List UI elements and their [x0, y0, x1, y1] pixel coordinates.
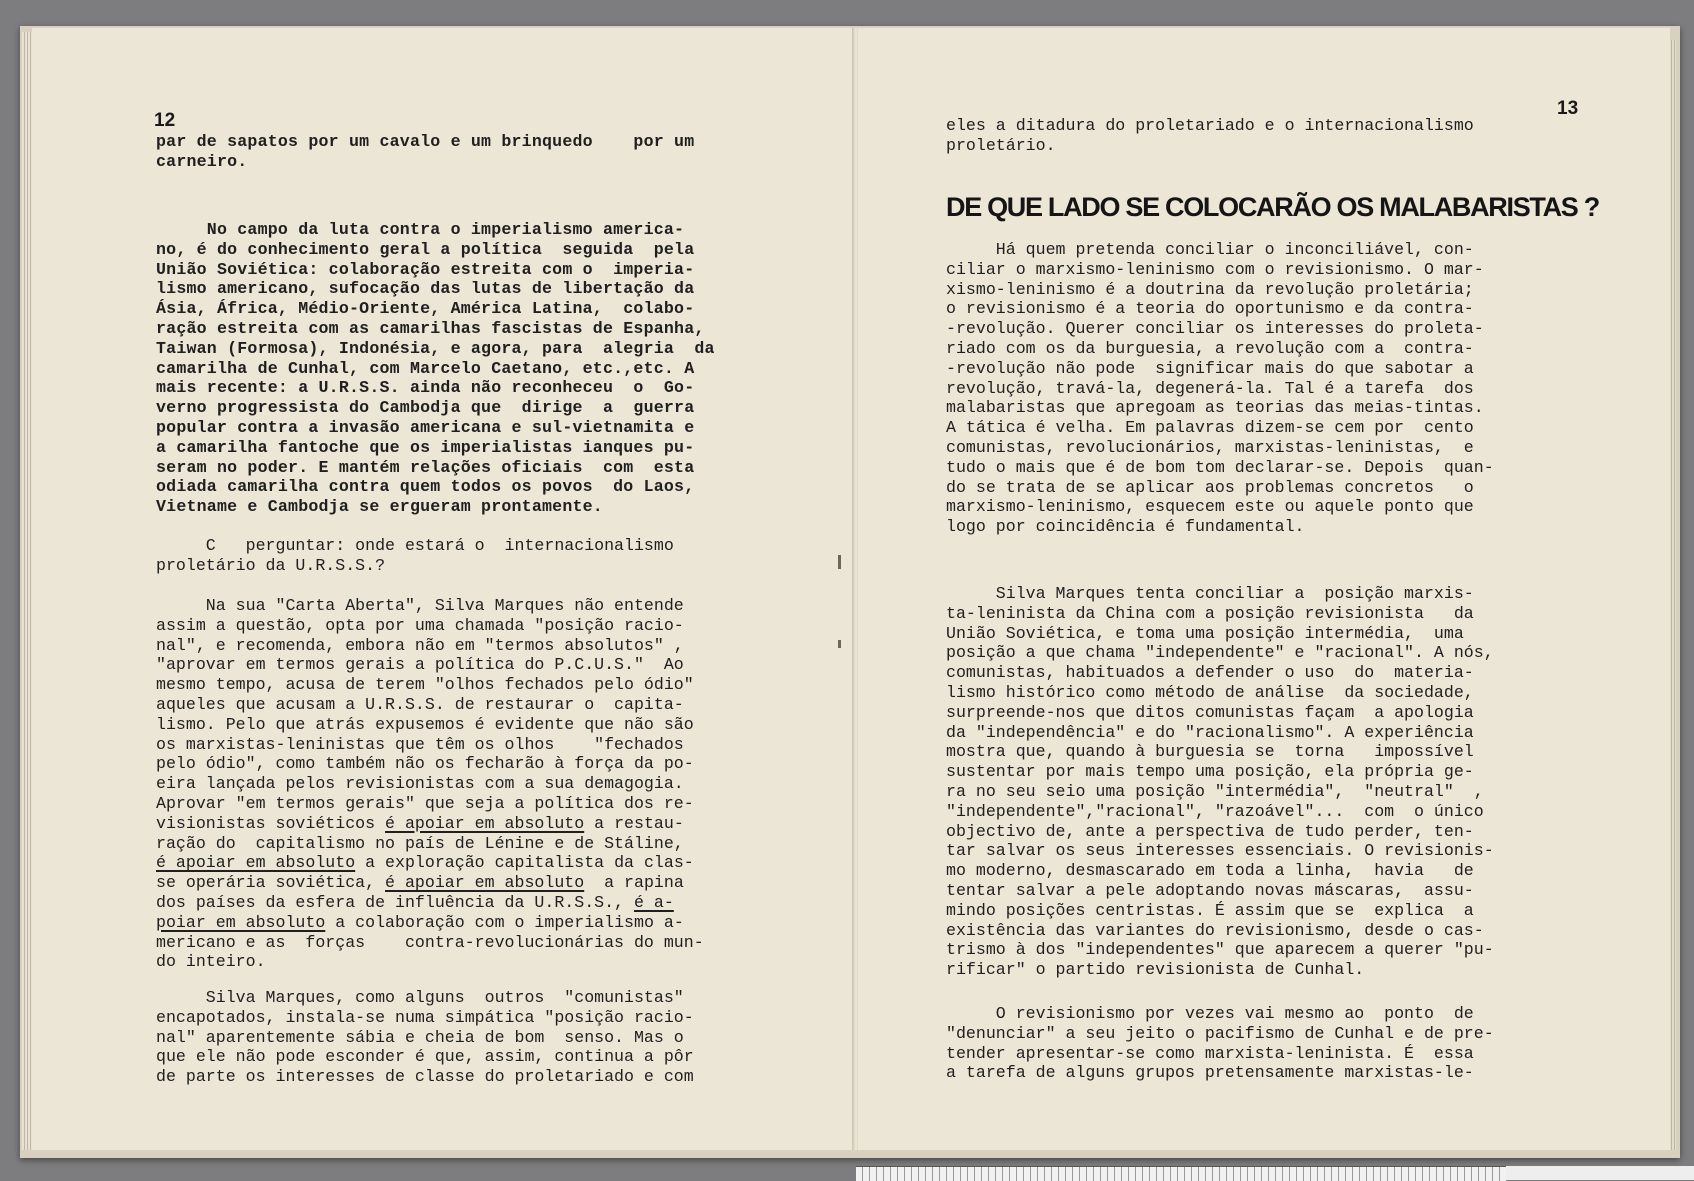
text-line: Vietname e Cambodja se ergueram prontamente.	[156, 497, 603, 517]
text-line-underlined: é apoiar em absoluto a exploração capitalista da clas-	[156, 853, 694, 873]
text-line: proletário da U.R.S.S.?	[156, 555, 386, 575]
text-line: mesmo tempo, acusa de terem "olhos fechados pelo ódio"	[156, 675, 694, 695]
text-line: par de sapatos por um cavalo e um brinquedo por um	[156, 132, 695, 151]
text-line: surpreende-nos que ditos comunistas façam a apologia	[946, 702, 1474, 722]
text-line: camarilha de Cunhal, com Marcelo Caetano, etc.,etc. A	[156, 358, 695, 378]
text-line: do se trata de se aplicar aos problemas concretos o	[946, 477, 1474, 497]
scan-ruler	[856, 1166, 1506, 1181]
text-line: ração do capitalismo no país de Lénine e de Stáline,	[156, 833, 684, 853]
right-page-number: 13	[1557, 98, 1579, 119]
text-line: lismo histórico como método de análise da sociedade,	[946, 682, 1474, 702]
text-line: verno progressista do Cambodja que dirige a guerra	[156, 398, 695, 418]
text-line: comunistas, revolucionários, marxistas-leninistas, e	[946, 437, 1474, 457]
text-line-underlined: visionistas soviéticos é apoiar em absoluto a restau-	[156, 813, 684, 833]
underlined-emphasis: é apoiar em absoluto	[156, 853, 356, 873]
text-line: Aprovar "em termos gerais" que seja a política dos re-	[156, 793, 694, 813]
text-line: mostra que, quando à burguesia se torna impossível	[946, 742, 1474, 762]
right-page	[858, 28, 1670, 1150]
right-paragraph-3	[946, 1004, 1494, 1083]
text-line: da "independência" e do "racionalismo". A experiência	[946, 722, 1474, 742]
text-line: posição a que chama "independente" e "racional". A nós,	[946, 643, 1494, 663]
text-line: mericano e as forças contra-revolucionárias do mun-	[156, 932, 704, 952]
text-line: mindo posições centristas. É assim que se explica a	[946, 900, 1474, 920]
text-line: -revolução não pode significar mais do que sabotar a	[946, 358, 1474, 378]
staple-mark	[838, 555, 841, 569]
text-line: União Soviética: colaboração estreita com o imperia-	[156, 259, 695, 279]
text-line: ra no seu seio uma posição "intermédia", "neutral" ,	[946, 781, 1484, 801]
text-line: encapotados, instala-se numa simpática "posição racio-	[156, 1007, 694, 1027]
text-line: trismo à dos "independentes" que aparecem a querer "pu-	[946, 940, 1494, 960]
text-line: a tarefa de alguns grupos pretensamente marxistas-le-	[946, 1063, 1474, 1083]
text-line: "independente","racional", "razoável"... com o único	[946, 801, 1484, 821]
text-line: Há quem pretenda conciliar o inconciliável, con-	[946, 240, 1474, 259]
underlined-emphasis: poiar em absoluto	[156, 912, 326, 932]
left-page	[32, 28, 855, 1150]
text-line-underlined: se operária soviética, é apoiar em absoluto a rapina	[156, 873, 684, 893]
text-line: carneiro.	[156, 151, 248, 171]
text-line: os marxistas-leninistas que têm os olhos "fechados	[156, 734, 684, 754]
text-line: logo por coincidência é fundamental.	[946, 517, 1305, 537]
text-line: no, é do conhecimento geral a política seguida pela	[156, 239, 695, 259]
text-line: popular contra a invasão americana e sul-vietnamita e	[156, 417, 695, 437]
text-line: malabaristas que apregoam as teorias das meias-tintas.	[946, 398, 1484, 418]
text-line: rificar" o partido revisionista de Cunhal.	[946, 960, 1365, 980]
text-line: "denunciar" a seu jeito o pacifismo de Cunhal e de pre-	[946, 1023, 1494, 1043]
text-line: aqueles que acusam a U.R.S.S. de restaurar o capita-	[156, 694, 684, 714]
text-line: "aprovar em termos gerais a política do P.C.U.S." Ao	[156, 655, 684, 675]
text-line: comunistas, habituados a defender o uso do materia-	[946, 663, 1474, 683]
left-paragraph-3	[156, 536, 674, 576]
text-line: eles a ditadura do proletariado e o internacionalismo	[946, 116, 1474, 135]
text-line: No campo da luta contra o imperialismo america-	[156, 220, 685, 239]
text-line: C perguntar: onde estará o internacionalismo	[156, 536, 674, 555]
text-line: sustentar por mais tempo uma posição, ela própria ge-	[946, 762, 1474, 782]
text-line: existência das variantes do revisionismo, desde o cas-	[946, 920, 1484, 940]
text-line: odiada camarilha contra quem todos os povos do Laos,	[156, 477, 695, 497]
right-paragraph-2	[946, 584, 1494, 980]
underlined-emphasis: é apoiar em absoluto	[385, 873, 585, 893]
text-line: lismo. Pelo que atrás expusemos é evidente que não são	[156, 714, 694, 734]
text-line: Ásia, África, Médio-Oriente, América Latina, colabo-	[156, 299, 695, 319]
text-line: -revolução. Querer conciliar os interesses do proleta-	[946, 319, 1484, 339]
left-paragraph-4	[156, 596, 704, 972]
text-line: Silva Marques tenta conciliar a posição marxis-	[946, 584, 1474, 603]
left-paragraph-5	[156, 988, 694, 1087]
right-paragraph-1	[946, 240, 1494, 537]
text-line: xismo-leninismo é a doutrina da revolução proletária;	[946, 279, 1474, 299]
text-line: tentar salvar a pele adoptando novas máscaras, assu-	[946, 880, 1474, 900]
text-line: pelo ódio", como também não os fecharão à força da po-	[156, 754, 694, 774]
text-line: marxismo-leninismo, esquecem este ou aquele ponto que	[946, 497, 1474, 517]
text-line: a camarilha fantoche que os imperialistas ianques pu-	[156, 437, 695, 457]
text-line: mo moderno, desmascarado em toda a linha, havia de	[946, 861, 1474, 881]
text-line: riado com os da burguesia, a revolução com a contra-	[946, 338, 1474, 358]
left-paragraph-2	[156, 220, 715, 517]
underlined-emphasis: é a-	[633, 892, 674, 912]
underlined-emphasis: é apoiar em absoluto	[385, 813, 585, 833]
text-line: O revisionismo por vezes vai mesmo ao ponto de	[946, 1004, 1474, 1023]
text-line: de parte os interesses de classe do proletariado e com	[156, 1067, 694, 1087]
text-line: A tática é velha. Em palavras dizem-se cem por cento	[946, 418, 1474, 438]
section-heading: DE QUE LADO SE COLOCARÃO OS MALABARISTAS ?	[946, 192, 1599, 222]
text-line: do inteiro.	[156, 952, 266, 972]
text-line: ciliar o marxismo-leninismo com o revisionismo. O mar-	[946, 259, 1484, 279]
text-line-underlined: dos países da esfera de influência da U.R.S.S., é a-	[156, 892, 674, 912]
text-line: ta-leninista da China com a posição revisionista da	[946, 603, 1474, 623]
text-line: Taiwan (Formosa), Indonésia, e agora, para alegria da	[156, 338, 715, 358]
scan-ruler-end	[1506, 1166, 1694, 1180]
staple-mark	[838, 640, 841, 648]
text-line: tar salvar os seus interesses essenciais. O revisionis-	[946, 841, 1494, 861]
text-line: tudo o mais que é de bom tom declarar-se. Depois quan-	[946, 457, 1494, 477]
text-line: tender apresentar-se como marxista-leninista. É essa	[946, 1043, 1474, 1063]
text-line: assim a questão, opta por uma chamada "posição racio-	[156, 615, 684, 635]
text-line: seram no poder. E mantém relações oficiais com esta	[156, 457, 695, 477]
text-line: objectivo de, ante a perspectiva de tudo perder, ten-	[946, 821, 1474, 841]
text-line: União Soviética, e toma uma posição intermédia, uma	[946, 623, 1464, 643]
text-line: o revisionismo é a teoria do oportunismo e da contra-	[946, 299, 1474, 319]
text-line: proletário.	[946, 135, 1056, 155]
text-line: mais recente: a U.R.S.S. ainda não reconheceu o Go-	[156, 378, 695, 398]
text-line-underlined: poiar em absoluto a colaboração com o imperialismo a-	[156, 912, 684, 932]
left-page-number: 12	[154, 110, 176, 131]
text-line: ração estreita com as camarilhas fascistas de Espanha,	[156, 318, 705, 338]
left-paragraph-1	[156, 132, 694, 172]
text-line: nal", e recomenda, embora não em "termos absolutos" ,	[156, 635, 684, 655]
text-line: Na sua "Carta Aberta", Silva Marques não entende	[156, 596, 684, 615]
text-line: nal" aparentemente sábia e cheia de bom senso. Mas o	[156, 1027, 684, 1047]
text-line: que ele não pode esconder é que, assim, continua a pôr	[156, 1047, 694, 1067]
right-page-top-text	[946, 116, 1474, 156]
text-line: eira lançada pelos revisionistas com a sua demagogia.	[156, 774, 684, 794]
text-line: revolução, travá-la, degenerá-la. Tal é a tarefa dos	[946, 378, 1474, 398]
text-line: Silva Marques, como alguns outros "comunistas"	[156, 988, 684, 1007]
text-line: lismo americano, sufocação das lutas de libertação da	[156, 279, 695, 299]
